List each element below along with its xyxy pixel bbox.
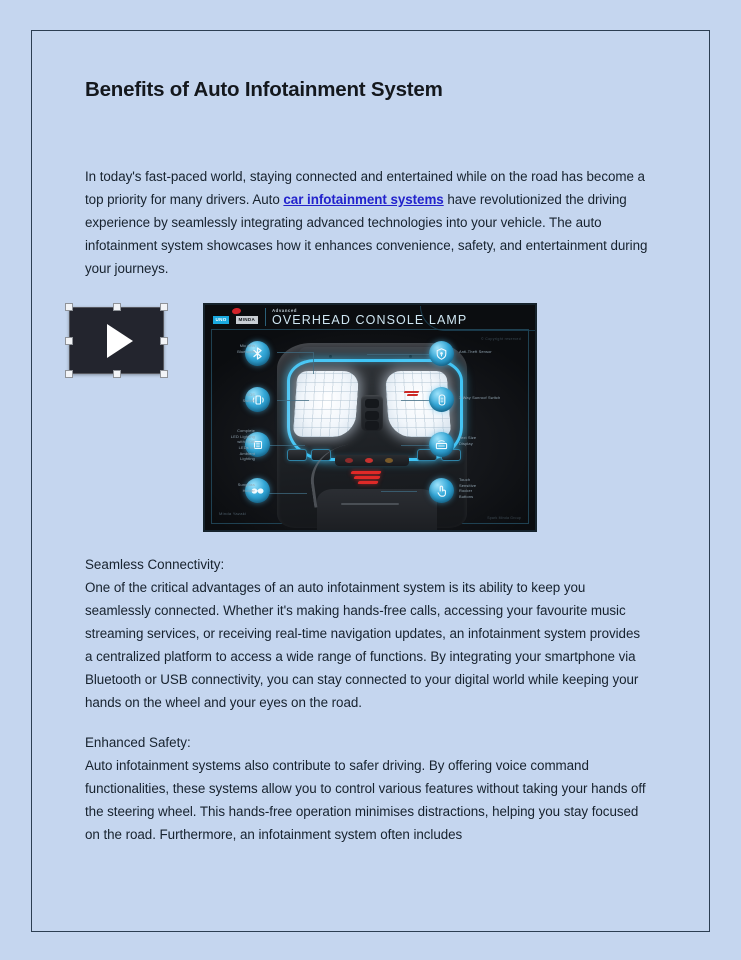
led-panel-left [293,371,360,437]
module-button [365,421,379,430]
selection-handle-top-middle[interactable] [113,303,121,311]
selection-handle-bottom-middle[interactable] [113,370,121,378]
logo-diamond-icon [232,307,242,314]
callout-label-sunroof-switch: 3-Way Sunroof Switch [459,395,501,400]
selection-handle-bottom-right[interactable] [160,370,168,378]
lead-line [277,400,309,401]
selection-handle-top-right[interactable] [160,303,168,311]
infographic-footer-right: Spark Minda Group [487,516,521,520]
selection-handle-bottom-left[interactable] [65,370,73,378]
selection-handle-top-left[interactable] [65,303,73,311]
display-icon [429,432,454,457]
document-body [85,78,650,280]
sos-dot [385,458,393,463]
page-title: Benefits of Auto Infotainment System [85,78,443,101]
callout-label-mic-bluetooth: Mic with Bluetooth [237,343,255,354]
infographic-title: OVERHEAD CONSOLE LAMP [272,313,468,327]
overhead-console-lamp-infographic[interactable] [203,303,537,532]
lead-line [265,445,305,446]
lead-line [277,352,313,353]
callout-label-text-size-display: Text Size Display [459,435,477,446]
car-infotainment-systems-link[interactable]: car infotainment systems [283,191,444,207]
center-control-module [361,395,383,431]
section-body-safety: Auto infotainment systems also contribute to safer driving. By offering voice command functionalities, these systems allow you to control various features without taking your hands off the steering wheel. This hands-free operation minimises distractions, helping you stay focused on the road. Furthermore, an infotainment system often includes [85,758,646,843]
touch-button-icon [429,478,454,503]
infographic-footer-left: Minda Yazaki [219,511,247,516]
lead-line [381,491,417,492]
callout-label-sos-switch: SOS Switch [242,392,255,403]
infographic-eyebrow: Advanced [272,308,297,313]
play-icon [107,324,133,358]
section-seamless-connectivity [85,553,650,714]
selection-handle-middle-right[interactable] [160,337,168,345]
callout-label-sunglass-holder: Sunglass Holder [237,482,255,493]
indicator-bar [404,391,420,393]
vent-dot [329,355,332,358]
header-divider [265,308,266,326]
module-button [365,399,379,408]
callout-label-led-lighting: Complete LED Lighting with RGB LEDs for Ambient Lighting [230,428,255,462]
top-red-indicator [404,391,420,397]
anti-theft-icon [429,341,454,366]
infographic-header [205,305,535,330]
uno-minda-logo [213,308,259,327]
rocker-switch [287,449,307,461]
lamp-top-vent [299,347,445,359]
header-swoosh-decoration [420,306,536,331]
section-heading-connectivity: Seamless Connectivity: [85,557,225,572]
console-slot [341,503,399,505]
lead-line [367,354,429,355]
copyright-mark: © Copyright reserved [480,337,521,341]
indicator-bar [407,394,419,396]
selection-handle-middle-left[interactable] [65,337,73,345]
logo-uno-text: UNO [213,316,229,324]
module-button [365,411,379,420]
sunroof-switch-icon [429,387,454,412]
callout-label-anti-theft-sensor: Anti-Theft Sensor [459,349,492,354]
callout-label-touch-rocker-buttons: Touch Sensitive Rocker Buttons [459,477,477,499]
video-placeholder-object[interactable] [65,303,168,378]
lead-line [313,352,314,374]
intro-paragraph [85,165,648,280]
logo-minda-text: MINDA [236,316,258,324]
section-heading-safety: Enhanced Safety: [85,735,191,750]
video-thumbnail[interactable] [69,307,164,374]
section-body-connectivity: One of the critical advantages of an auto infotainment system is its ability to keep you seamlessly connected. Whether it's making hands-free calls, accessing your favourite music streaming services, or receiving real-time navigation updates, an infotainment system provides a centralized platform to access a wide range of functions. By integrating your smartphone via Bluetooth or USB connectivity, you can stay connected to your digital world while keeping your hands on the wheel and your eyes on the road. [85,580,640,711]
section-enhanced-safety [85,731,650,846]
intro-text-before-link: In today's fast-paced world, staying connected and entertained while on the road has become a top priority for many drivers. Auto [85,168,645,207]
vent-dot [409,355,412,358]
lead-line [267,493,307,494]
intro-text-after-link: have revolutionized the driving experience by seamlessly integrating advanced technologies into your vehicle. The auto infotainment system showcases how it enhances convenience, safety, and entertainment during your journeys. [85,191,648,276]
